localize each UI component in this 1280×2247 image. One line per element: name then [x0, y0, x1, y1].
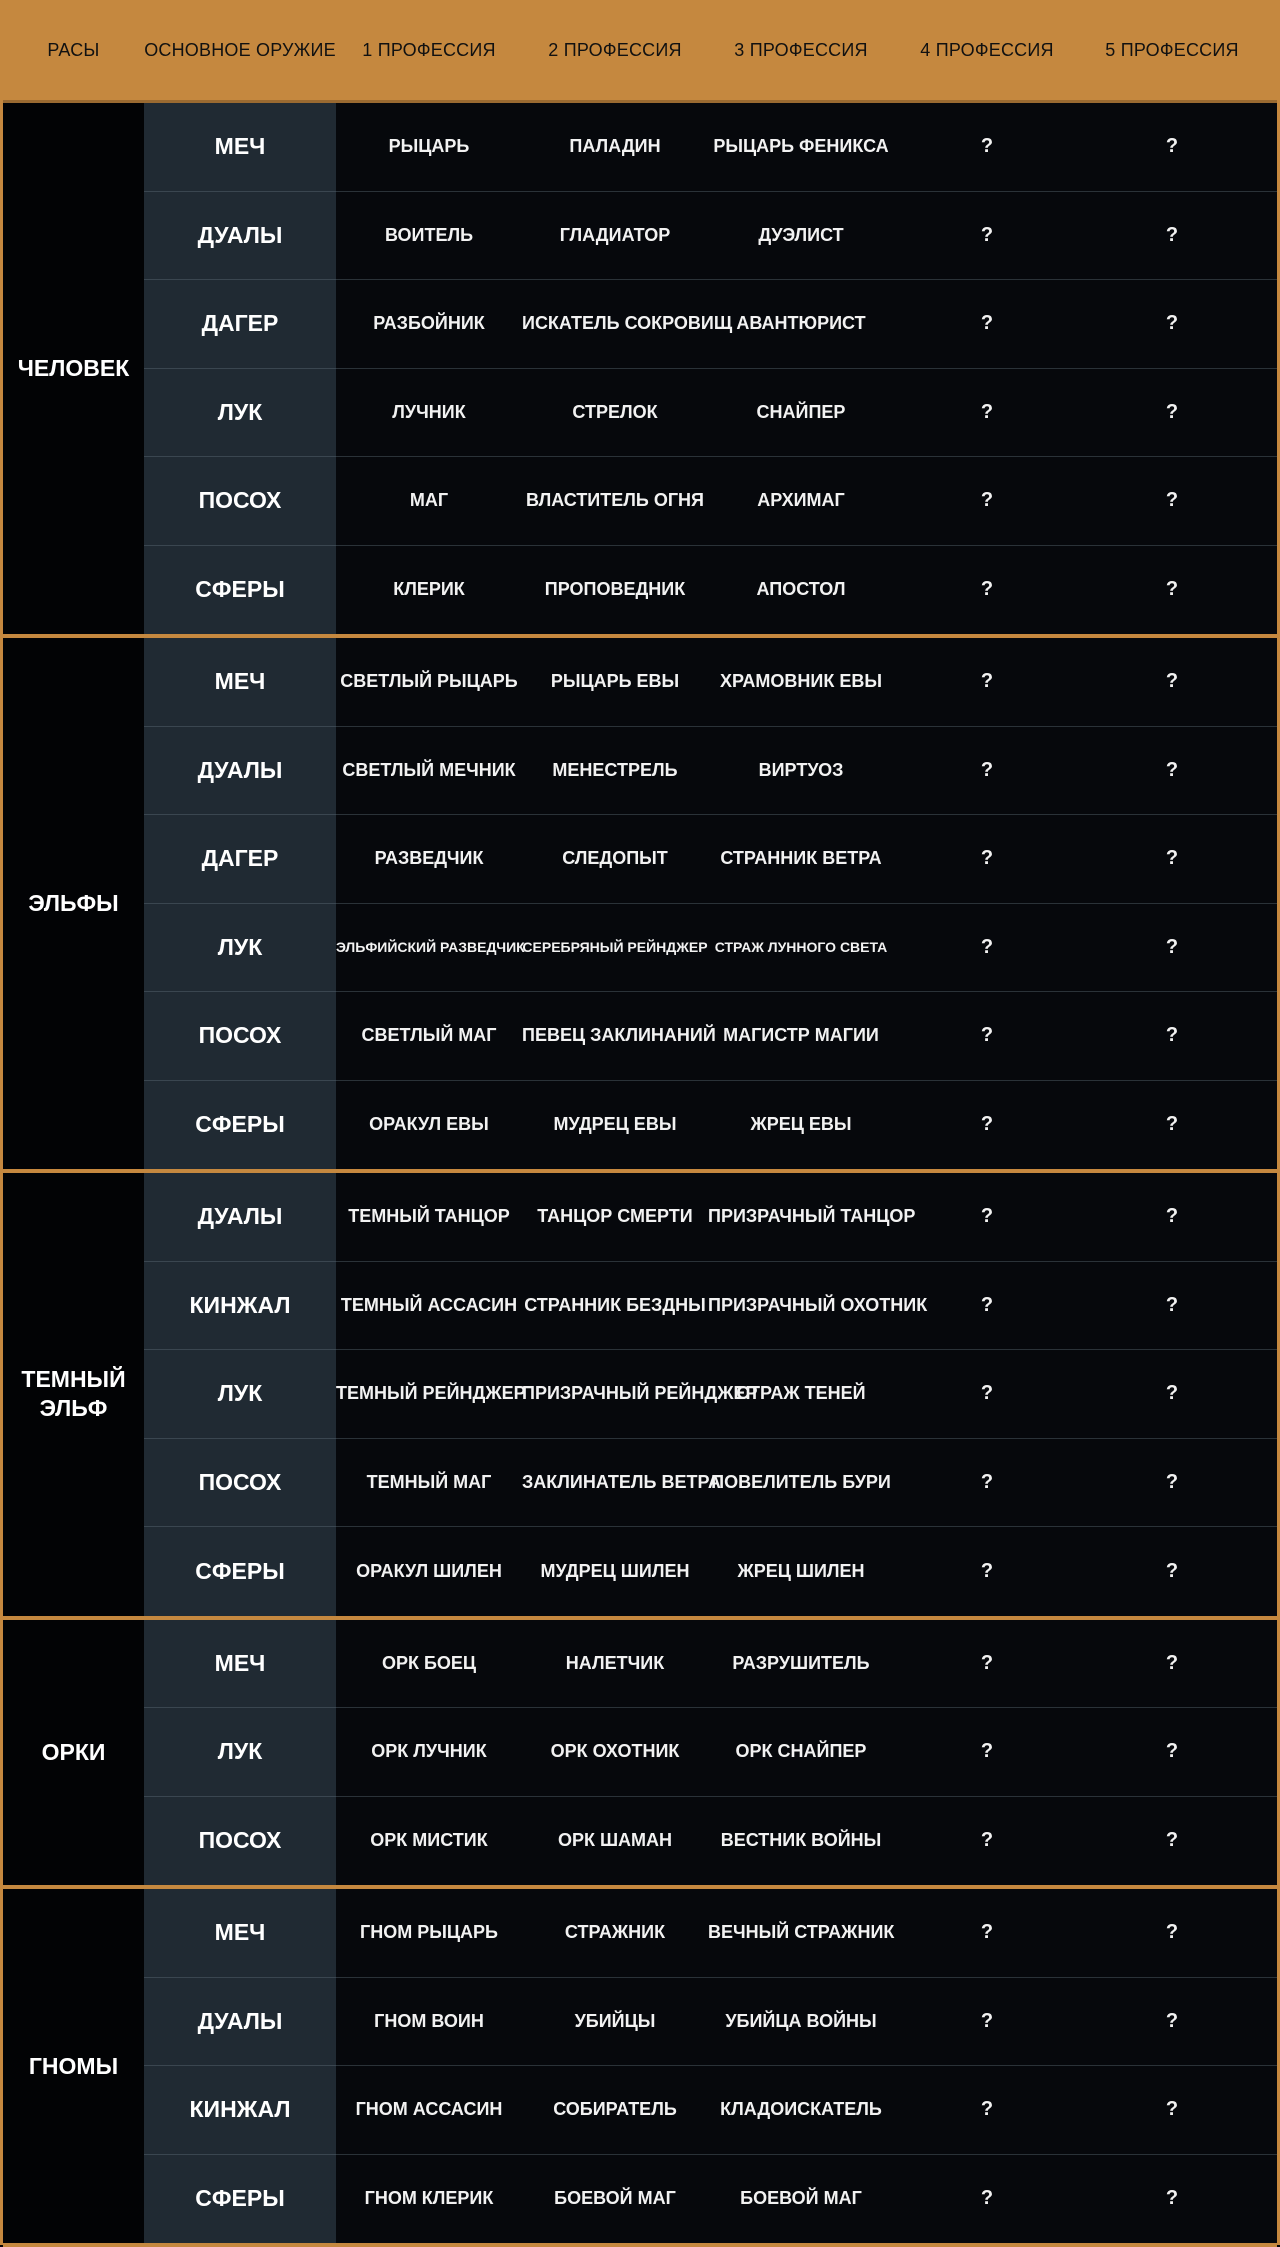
profession-4-cell: ?: [980, 758, 994, 781]
weapon-cell: МЕЧ: [144, 103, 336, 192]
profession-2-cell: ПАЛАДИН: [569, 136, 661, 157]
table-row: [336, 904, 1277, 993]
race-block: [3, 1889, 1277, 2247]
table-row: [336, 1350, 1277, 1439]
weapon-cell: ПОСОХ: [198, 1827, 282, 1854]
profession-3-cell: СНАЙПЕР: [756, 401, 846, 422]
table-row: [336, 727, 1277, 816]
profession-2-cell: УБИЙЦЫ: [574, 2010, 656, 2031]
table-row: [336, 1081, 1277, 1170]
profession-3-cell: ХРАМОВНИК ЕВЫ: [720, 671, 882, 692]
table-row: [336, 1527, 1277, 1616]
profession-3-cell: БОЕВОЙ МАГ: [740, 2188, 862, 2209]
header-prof-4: 4 ПРОФЕССИЯ: [920, 39, 1054, 60]
profession-1-cell: ТЕМНЫЙ АССАСИН: [340, 1294, 518, 1315]
weapon-cell: ЛУК: [144, 1708, 336, 1797]
profession-1-cell: ОРК БОЕЦ: [381, 1652, 477, 1673]
table-row: [336, 103, 1277, 192]
profession-3-cell: КЛАДОИСКАТЕЛЬ: [720, 2099, 882, 2120]
profession-3-cell: ПРИЗРАЧНЫЙ ОХОТНИК: [708, 1294, 928, 1315]
race-block: [3, 1173, 1277, 1620]
profession-5-cell: ?: [1165, 670, 1179, 693]
table-row: [336, 1620, 1277, 1709]
table-row: [336, 1708, 1277, 1797]
profession-4-cell: ?: [980, 670, 994, 693]
profession-3-cell: АВАНТЮРИСТ: [736, 313, 866, 334]
table-row: [336, 1889, 1277, 1978]
profession-1-cell: ГНОМ РЫЦАРЬ: [360, 1922, 498, 1943]
profession-5-cell: ?: [1165, 1921, 1179, 1944]
weapon-cell: ПОСОХ: [144, 1439, 336, 1528]
profession-3-cell: ПОВЕЛИТЕЛЬ БУРИ: [711, 1471, 891, 1492]
profession-1-cell: ЛУЧНИК: [392, 401, 466, 422]
weapon-cell: КИНЖАЛ: [144, 2066, 336, 2155]
table-row: [336, 280, 1277, 369]
header-races: РАСЫ: [47, 39, 100, 60]
weapon-column: [144, 1173, 336, 1616]
weapon-cell: ДУАЛЫ: [144, 192, 336, 281]
profession-1-cell: ЭЛЬФИЙСКИЙ РАЗВЕДЧИК: [336, 939, 525, 956]
profession-1-cell: ВОИТЕЛЬ: [384, 224, 474, 245]
weapon-cell: СФЕРЫ: [195, 1557, 285, 1584]
profession-5-cell: ?: [1165, 312, 1179, 335]
profession-3-cell: УБИЙЦА ВОЙНЫ: [725, 2010, 877, 2031]
profession-2-cell: БОЕВОЙ МАГ: [554, 2188, 676, 2209]
profession-2-cell: СТРАННИК БЕЗДНЫ: [524, 1294, 706, 1315]
profession-3-cell: ЖРЕЦ ШИЛЕН: [737, 1560, 865, 1581]
table-row: [336, 369, 1277, 458]
profession-5-cell: ?: [1165, 578, 1179, 601]
weapon-cell: МЕЧ: [144, 1620, 336, 1709]
profession-4-cell: ?: [980, 1293, 994, 1316]
profession-2-cell: СЕРЕБРЯНЫЙ РЕЙНДЖЕР: [522, 939, 708, 956]
table-row: [336, 546, 1277, 635]
profession-3-cell: АПОСТОЛ: [756, 579, 846, 600]
profession-5-cell: ?: [1165, 2187, 1179, 2210]
profession-3-cell: ПРИЗРАЧНЫЙ ТАНЦОР: [708, 1206, 916, 1227]
weapon-cell: ДАГЕР: [144, 815, 336, 904]
profession-1-cell: ОРАКУЛ ШИЛЕН: [356, 1560, 502, 1581]
profession-1-cell: ТЕМНЫЙ МАГ: [366, 1471, 492, 1492]
profession-5-cell: ?: [1165, 1740, 1179, 1763]
race-block: [3, 638, 1277, 1173]
profession-3-cell: ОРК СНАЙПЕР: [735, 1741, 867, 1762]
profession-4-cell: ?: [980, 1024, 994, 1047]
profession-2-cell: СЛЕДОПЫТ: [562, 848, 668, 869]
profession-5-cell: ?: [1165, 1470, 1179, 1493]
profession-3-cell: АРХИМАГ: [757, 490, 845, 511]
profession-2-cell: ПРИЗРАЧНЫЙ РЕЙНДЖЕР: [522, 1383, 758, 1404]
profession-4-cell: ?: [980, 935, 994, 958]
profession-5-cell: ?: [1165, 1113, 1179, 1136]
weapon-cell: ЛУК: [144, 369, 336, 458]
profession-5-cell: ?: [1165, 1024, 1179, 1047]
profession-1-cell: ОРК МИСТИК: [370, 1830, 488, 1851]
table-row: [336, 992, 1277, 1081]
race-block: [3, 103, 1277, 638]
weapon-column: [144, 1620, 336, 1886]
profession-4-cell: ?: [980, 578, 994, 601]
race-name: ГНОМЫ: [3, 1889, 144, 2243]
table-row: [336, 192, 1277, 281]
profession-3-cell: МАГИСТР МАГИИ: [723, 1025, 879, 1046]
profession-4-cell: ?: [980, 400, 994, 423]
profession-2-cell: НАЛЕТЧИК: [565, 1652, 665, 1673]
profession-3-cell: ВЕЧНЫЙ СТРАЖНИК: [708, 1922, 895, 1943]
header-prof-1: 1 ПРОФЕССИЯ: [362, 39, 496, 60]
profession-4-cell: ?: [980, 223, 994, 246]
table-row: [336, 1439, 1277, 1528]
table-body: [3, 103, 1277, 2247]
profession-1-cell: ОРК ЛУЧНИК: [371, 1741, 487, 1762]
profession-1-cell: ТЕМНЫЙ ТАНЦОР: [348, 1206, 510, 1227]
profession-1-cell: СВЕТЛЫЙ МЕЧНИК: [342, 759, 516, 780]
profession-2-cell: ВЛАСТИТЕЛЬ ОГНЯ: [526, 490, 704, 511]
profession-3-cell: ВИРТУОЗ: [758, 759, 844, 780]
profession-4-cell: ?: [980, 2009, 994, 2032]
professions-column: [336, 1620, 1277, 1886]
profession-4-cell: ?: [980, 2187, 994, 2210]
profession-5-cell: ?: [1165, 847, 1179, 870]
weapon-cell: КИНЖАЛ: [144, 1262, 336, 1351]
profession-2-cell: МУДРЕЦ ЕВЫ: [553, 1114, 677, 1135]
table-row: [336, 1173, 1277, 1262]
professions-column: [336, 103, 1277, 634]
weapon-cell: ДУАЛЫ: [144, 1978, 336, 2067]
profession-4-cell: ?: [980, 847, 994, 870]
profession-2-cell: ЗАКЛИНАТЕЛЬ ВЕТРА: [522, 1471, 721, 1492]
table-row: [336, 457, 1277, 546]
profession-5-cell: ?: [1165, 223, 1179, 246]
profession-2-cell: ТАНЦОР СМЕРТИ: [537, 1206, 693, 1227]
profession-1-cell: РЫЦАРЬ: [388, 136, 470, 157]
profession-5-cell: ?: [1165, 935, 1179, 958]
profession-1-cell: ГНОМ АССАСИН: [355, 2099, 503, 2120]
weapon-cell: ПОСОХ: [144, 457, 336, 546]
profession-2-cell: ПРОПОВЕДНИК: [544, 579, 686, 600]
race-name: ОРКИ: [3, 1620, 144, 1886]
profession-2-cell: СТРЕЛОК: [572, 401, 658, 422]
profession-5-cell: ?: [1165, 758, 1179, 781]
profession-1-cell: РАЗВЕДЧИК: [374, 848, 484, 869]
weapon-column: [144, 638, 336, 1169]
profession-5-cell: ?: [1165, 489, 1179, 512]
profession-4-cell: ?: [980, 2098, 994, 2121]
professions-column: [336, 1173, 1277, 1616]
profession-4-cell: ?: [980, 1921, 994, 1944]
profession-1-cell: ГНОМ КЛЕРИК: [364, 2188, 494, 2209]
table-row: [336, 1262, 1277, 1351]
profession-4-cell: ?: [980, 1829, 994, 1852]
profession-5-cell: ?: [1165, 2009, 1179, 2032]
weapon-cell: ДУАЛЫ: [144, 727, 336, 816]
table-row: [336, 638, 1277, 727]
profession-3-cell: СТРАЖ ЛУННОГО СВЕТА: [714, 939, 888, 956]
weapon-cell: ЛУК: [144, 1350, 336, 1439]
profession-1-cell: ТЕМНЫЙ РЕЙНДЖЕР: [336, 1383, 526, 1404]
profession-1-cell: СВЕТЛЫЙ РЫЦАРЬ: [340, 671, 518, 692]
profession-2-cell: ОРК ОХОТНИК: [550, 1741, 680, 1762]
profession-2-cell: СОБИРАТЕЛЬ: [553, 2099, 677, 2120]
profession-2-cell: МЕНЕСТРЕЛЬ: [552, 759, 678, 780]
profession-3-cell: РЫЦАРЬ ФЕНИКСА: [713, 136, 889, 157]
header-prof-2: 2 ПРОФЕССИЯ: [548, 39, 682, 60]
header-prof-5: 5 ПРОФЕССИЯ: [1105, 39, 1239, 60]
race-name: ТЕМНЫЙ ЭЛЬФ: [3, 1173, 144, 1616]
profession-4-cell: ?: [980, 1382, 994, 1405]
weapon-cell: СФЕРЫ: [195, 1111, 285, 1138]
profession-1-cell: СВЕТЛЫЙ МАГ: [361, 1025, 497, 1046]
profession-1-cell: ОРАКУЛ ЕВЫ: [369, 1114, 489, 1135]
race-name: ЧЕЛОВЕК: [3, 103, 144, 634]
profession-1-cell: ГНОМ ВОИН: [374, 2010, 484, 2031]
table-row: [336, 1797, 1277, 1886]
professions-column: [336, 1889, 1277, 2243]
header-weapon: ОСНОВНОЕ ОРУЖИЕ: [144, 39, 336, 60]
profession-1-cell: МАГ: [409, 490, 449, 511]
profession-4-cell: ?: [980, 135, 994, 158]
profession-3-cell: РАЗРУШИТЕЛЬ: [732, 1652, 870, 1673]
weapon-column: [144, 103, 336, 634]
weapon-cell: СФЕРЫ: [195, 576, 285, 603]
profession-5-cell: ?: [1165, 2098, 1179, 2121]
profession-5-cell: ?: [1165, 1651, 1179, 1674]
profession-2-cell: ПЕВЕЦ ЗАКЛИНАНИЙ: [522, 1025, 716, 1046]
profession-3-cell: ЖРЕЦ ЕВЫ: [750, 1114, 852, 1135]
profession-2-cell: ИСКАТЕЛЬ СОКРОВИЩ: [522, 313, 733, 334]
table-row: [336, 2066, 1277, 2155]
weapon-cell: СФЕРЫ: [195, 2185, 285, 2212]
profession-4-cell: ?: [980, 1559, 994, 1582]
weapon-column: [144, 1889, 336, 2243]
table-row: [336, 2155, 1277, 2244]
profession-4-cell: ?: [980, 1740, 994, 1763]
race-name: ЭЛЬФЫ: [3, 638, 144, 1169]
profession-5-cell: ?: [1165, 1205, 1179, 1228]
weapon-cell: ЛУК: [144, 904, 336, 993]
profession-3-cell: ВЕСТНИК ВОЙНЫ: [720, 1830, 882, 1851]
profession-5-cell: ?: [1165, 400, 1179, 423]
profession-4-cell: ?: [980, 489, 994, 512]
profession-5-cell: ?: [1165, 1293, 1179, 1316]
profession-2-cell: ОРК ШАМАН: [557, 1830, 673, 1851]
profession-1-cell: РАЗБОЙНИК: [373, 313, 485, 334]
weapon-cell: МЕЧ: [144, 638, 336, 727]
profession-2-cell: ГЛАДИАТОР: [559, 224, 671, 245]
weapon-cell: ДАГЕР: [144, 280, 336, 369]
profession-4-cell: ?: [980, 1205, 994, 1228]
weapon-cell: ДУАЛЫ: [144, 1173, 336, 1262]
profession-4-cell: ?: [980, 312, 994, 335]
profession-2-cell: МУДРЕЦ ШИЛЕН: [540, 1560, 690, 1581]
profession-1-cell: КЛЕРИК: [393, 579, 465, 600]
weapon-cell: МЕЧ: [144, 1889, 336, 1978]
table-row: [336, 1978, 1277, 2067]
profession-2-cell: РЫЦАРЬ ЕВЫ: [550, 671, 680, 692]
table-header: [3, 0, 1277, 103]
profession-2-cell: СТРАЖНИК: [564, 1922, 666, 1943]
profession-3-cell: СТРАННИК ВЕТРА: [720, 848, 882, 869]
profession-4-cell: ?: [980, 1113, 994, 1136]
profession-4-cell: ?: [980, 1651, 994, 1674]
professions-column: [336, 638, 1277, 1169]
profession-4-cell: ?: [980, 1470, 994, 1493]
table-row: [336, 815, 1277, 904]
header-prof-3: 3 ПРОФЕССИЯ: [734, 39, 868, 60]
profession-5-cell: ?: [1165, 1829, 1179, 1852]
weapon-cell: ПОСОХ: [144, 992, 336, 1081]
profession-5-cell: ?: [1165, 1559, 1179, 1582]
profession-3-cell: ДУЭЛИСТ: [758, 224, 844, 245]
profession-3-cell: СТРАЖ ТЕНЕЙ: [736, 1383, 866, 1404]
profession-5-cell: ?: [1165, 135, 1179, 158]
race-block: [3, 1620, 1277, 1890]
profession-5-cell: ?: [1165, 1382, 1179, 1405]
